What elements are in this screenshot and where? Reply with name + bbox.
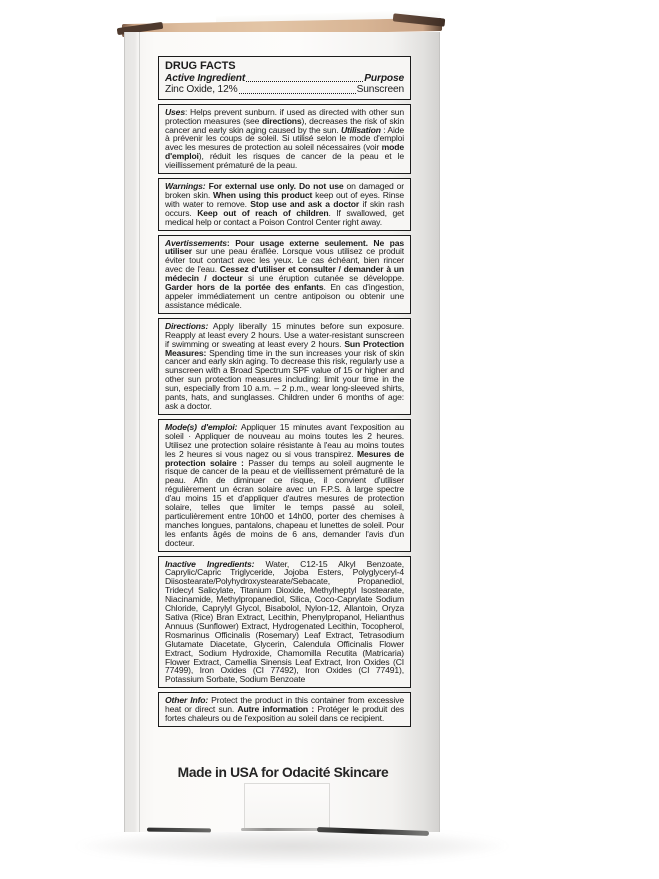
leader-dots	[239, 93, 356, 94]
leader-dots	[246, 81, 363, 82]
section-directions: Directions: Apply liberally 15 minutes before sun exposure. Reapply at least every 2 hours. Use a water-resistant sunscreen if swimming or sweating at least every 2 hours. Sun Protection Measures: Spending time in the sun increases your risk of skin cancer and early skin aging. To decrease this risk, regularly use a sunscreen with a Broad Spectrum SPF value of 15 or higher and other sun protection measures including: limit your time in the sun, especially from 10 a.m. – 2 p.m., wear long-sleeved shirts, pants, hats, and sunglasses. Children under 6 months of age: ask a doctor.	[158, 318, 411, 415]
box-bottom-edge-left	[147, 828, 211, 833]
drug-facts-title: DRUG FACTS	[165, 60, 236, 72]
section-other-info: Other Info: Protect the product in this container from excessive heat or direct sun. Autre information : Protéger le produit des fortes chaleurs ou de l'exposition au soleil dans ce recipient.	[158, 692, 411, 727]
section-mode-emploi: Mode(s) d'emploi: Appliquer 15 minutes avant l'exposition au soleil · Appliquer de nouveau au moins toutes les 2 heures. Utilisez une protection solaire résistante à l'eau au moins toutes les 2 heures si vous nagez ou si vous transpirez. Mesures de protection solaire : Passer du temps au soleil augmente le risque de cancer de la peau et de vieillissement prématuré de la peau. Afin de diminuer ce risque, il convient d'utiliser régulièrement un écran solaire avec un F.P.S. à large spectre d'au moins 15 et d'appliquer d'autres mesures de protection solaire, telles que limiter le temps passé au soleil, particulièrement entre 10h00 et 14h00, porter des chemises à manches longues, pantalons, chapeau et lunettes de soleil. Pour les enfants âgés de moins de 6 ans, demander l'avis d'un docteur.	[158, 419, 411, 552]
section-uses: Uses: Helps prevent sunburn. if used as directed with other sun protection measures (see directions), decreases the risk of skin cancer and early skin aging caused by the sun. Utilisation : Aide à prévenir les coups de soleil. Si utilisé selon le mode d'emploi avec les mesures de protection au soleil nécessaires (voir mode d'emploi), réduit les risques de cancer de la peau et le vieillissement prématuré de la peau.	[158, 104, 411, 174]
section-avertissements: Avertissements: Pour usage externe seulement. Ne pas utiliser sur une peau éraflée. Lorsque vous utilisez ce produit éviter tout contact avec les yeux. Le cas échéant, bien rincer avec de l'eau. Cessez d'utiliser et consulter / demander à un médecin / docteur si une éruption cutanée se développe. Garder hors de la portée des enfants. En cas d'ingestion, appeler immédiatement un centre antipoison ou obtenir une assistance médicale.	[158, 235, 411, 314]
drug-facts-label	[158, 56, 411, 727]
box-front-panel	[124, 32, 440, 832]
ingredient-row	[165, 84, 404, 96]
box-ground-shadow	[40, 830, 600, 876]
purpose-label: Purpose	[364, 72, 404, 84]
section-inactive-ingredients: Inactive Ingredients: Water, C12-15 Alkyl Benzoate, Caprylic/Capric Triglyceride, Jojoba Esters, Polyglyceryl-4 Diisostearate/Polyhydroxystearate/Sebacate, Propanediol, Tridecyl Salicylate, Titanium Dioxide, Methylheptyl Isostearate, Niacinamide, Methylpropanediol, Silica, Coco-Caprylate Sodium Chloride, Caprylyl Glycol, Bisabolol, Nylon-12, Allantoin, Oryza Sativa (Rice) Bran Extract, Lecithin, Phenylpropanol, Helianthus Annuus (Sunflower) Extract, Hydrogenated Lecithin, Tocopherol, Rosmarinus Officinalis (Rosemary) Leaf Extract, Tetrasodium Glutamate Diacetate, Glycerin, Calendula Officinalis Flower Extract, Sodium Hydroxide, Chamomilla Recutita (Matricaria) Flower Extract, Camellia Sinensis Leaf Extract, Iron Oxides (CI 77499), Iron Oxides (CI 77492), Iron Oxides (CI 77491), Potassium Sorbate, Sodium Benzoate	[158, 556, 411, 689]
made-in-text: Made in USA for Odacité Skincare	[177, 765, 389, 780]
ingredient-name: Zinc Oxide, 12%	[165, 84, 238, 96]
ingredient-purpose: Sunscreen	[356, 84, 404, 96]
product-box	[124, 8, 440, 832]
box-bottom-flap	[244, 783, 330, 829]
active-ingredient-row	[165, 73, 404, 85]
drug-facts-header	[158, 56, 411, 100]
active-ingredient-label: Active Ingredient	[165, 72, 246, 84]
section-warnings: Warnings: For external use only. Do not use on damaged or broken skin. When using this product keep out of eyes. Rinse with water to remove. Stop use and ask a doctor if skin rash occurs. Keep out of reach of children. If swallowed, get medical help or contact a Poison Control Center right away.	[158, 178, 411, 231]
